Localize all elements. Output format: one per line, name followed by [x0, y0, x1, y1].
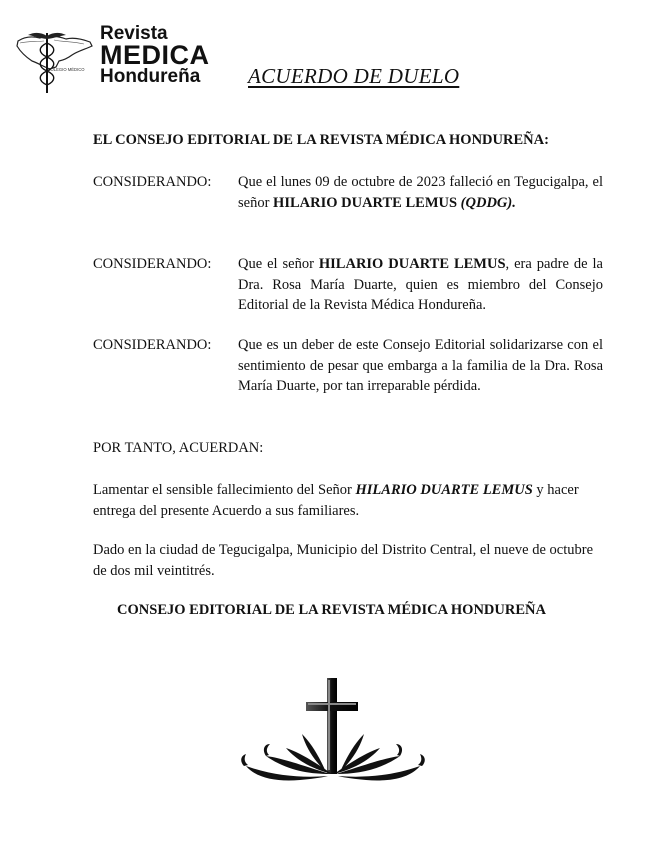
logo-line-revista: Revista: [100, 23, 168, 44]
council-heading: EL CONSEJO EDITORIAL DE LA REVISTA MÉDICA HONDUREÑA:: [93, 132, 549, 148]
considerando-label: CONSIDERANDO:: [93, 256, 212, 272]
deceased-name: HILARIO DUARTE LEMUS: [273, 194, 458, 211]
deceased-name: HILARIO DUARTE LEMUS: [318, 256, 506, 272]
deceased-name: HILARIO DUARTE LEMUS: [355, 482, 533, 498]
dated-paragraph: Dado en la ciudad de Tegucigalpa, Municipio del Distrito Central, el nueve de octubre de dos mil veintitrés.: [93, 542, 594, 579]
colegio-medico-emblem-icon: [14, 27, 96, 97]
considerando-3: [93, 335, 603, 397]
por-tanto-heading: POR TANTO, ACUERDAN:: [93, 440, 264, 456]
resolution-text-part: Lamentar el sensible fallecimiento del Señor: [93, 482, 356, 498]
considerando-text: [238, 172, 603, 213]
considerando-2: [93, 254, 603, 316]
logo-line-hondurena: Hondureña: [100, 66, 201, 87]
resolution-text-part: y hacer entrega del presente Acuerdo a sus familiares.: [93, 482, 579, 519]
page-title: ACUERDO DE DUELO: [248, 64, 460, 88]
considerando-text: Que es un deber de este Consejo Editorial solidarizarse con el sentimiento de pesar que embarga a la familia de la Dra. Rosa María Duarte, por tan irreparable pérdida.: [238, 337, 603, 394]
logo-line-medica: MEDICA: [100, 40, 210, 70]
signature-line: CONSEJO EDITORIAL DE LA REVISTA MÉDICA HONDUREÑA: [117, 602, 546, 618]
emblem-caption: COLEGIO MÉDICO: [47, 67, 85, 72]
considerando-1: [93, 172, 603, 213]
deceased-suffix: (QDDG).: [460, 194, 516, 211]
memorial-cross-icon: [236, 674, 430, 784]
considerando-text-part: Que el señor: [238, 256, 319, 272]
resolution-paragraph: [93, 480, 603, 521]
journal-logo: [100, 24, 210, 86]
considerando-label: CONSIDERANDO:: [93, 337, 212, 353]
considerando-text-part: , era padre de la Dra. Rosa María Duarte, quien es miembro del Consejo Editorial de la Revista Médica Hondureña.: [238, 256, 603, 313]
considerando-text-part: Que el lunes 09 de octubre de 2023 falleció en Tegucigalpa, el señor: [238, 174, 603, 211]
considerando-label: CONSIDERANDO:: [93, 174, 212, 190]
considerando-text: [238, 254, 603, 316]
